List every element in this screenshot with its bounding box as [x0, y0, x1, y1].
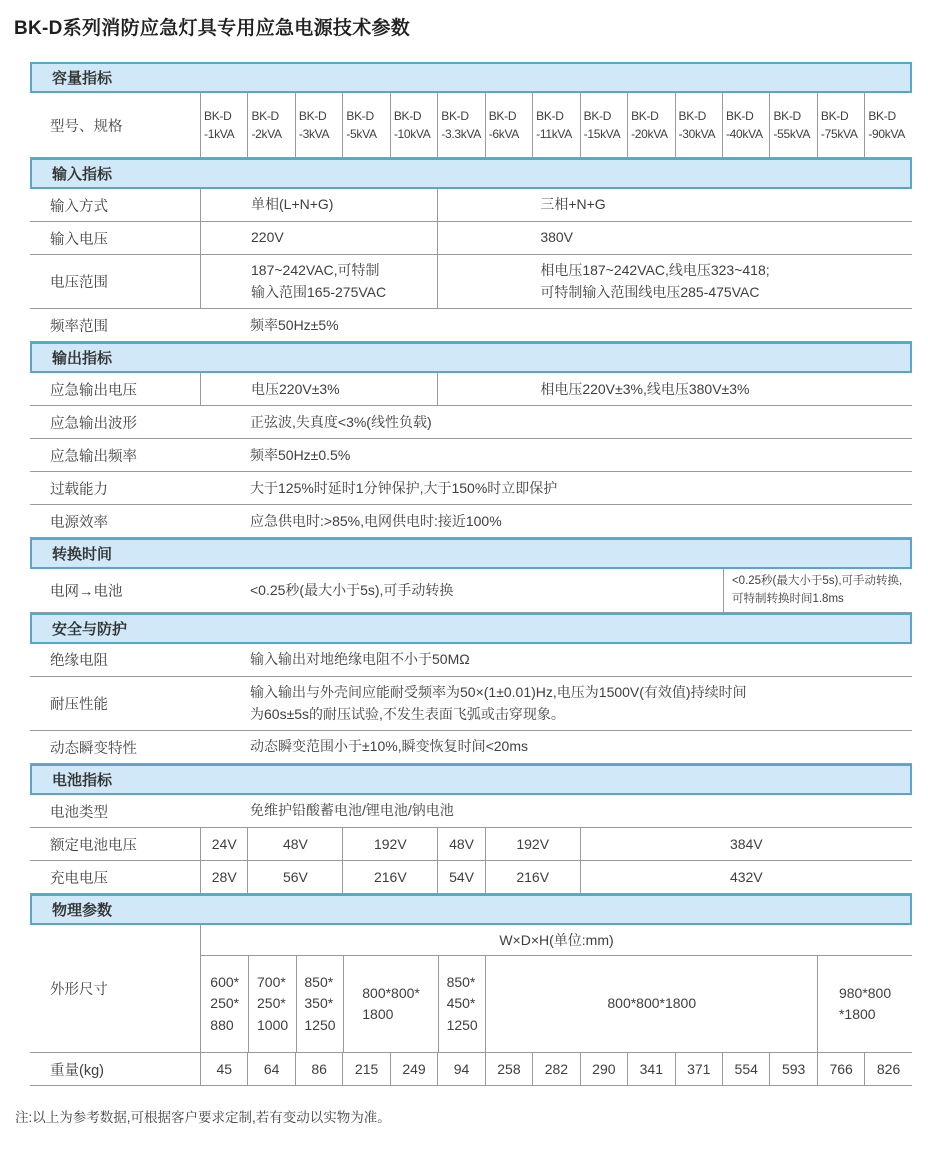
table-row — [30, 505, 912, 538]
row-label: 充电电压 — [50, 870, 108, 887]
table-row — [30, 731, 912, 764]
value-cell: 249 — [390, 1053, 437, 1085]
value-cell: 290 — [580, 1053, 627, 1085]
value-cell: 282 — [532, 1053, 579, 1085]
value-cell: 258 — [485, 1053, 532, 1085]
row-label: 型号、规格 — [50, 118, 123, 135]
footnote: 注:以上为参考数据,可根据客户要求定制,若有变动以实物为准。 — [15, 1110, 391, 1126]
row-cells — [200, 222, 912, 254]
row-label: 电池类型 — [50, 804, 108, 821]
model-cell: BK-D -15kVA — [580, 93, 627, 157]
model-cell: BK-D -6kVA — [485, 93, 532, 157]
dimension-unit-header: W×D×H(单位:mm) — [201, 925, 912, 956]
row-cells — [200, 255, 912, 308]
row-label: 过载能力 — [50, 481, 108, 498]
cell-three-phase: 380V — [437, 222, 912, 254]
cell-three-phase: 相电压187~242VAC,线电压323~418; 可特制输入范围线电压285-475VAC — [437, 255, 912, 308]
value-cell: 826 — [864, 1053, 911, 1085]
row-label: 重量(kg) — [50, 1062, 104, 1079]
table-row — [30, 222, 912, 255]
value-cell: 192V — [485, 828, 580, 860]
row-cells — [200, 189, 912, 221]
section-header: 容量指标 — [30, 62, 912, 93]
row-label: 输入方式 — [50, 198, 108, 215]
row-cells — [200, 373, 912, 405]
table-row — [30, 569, 912, 613]
row-value: 免维护铅酸蓄电池/锂电池/钠电池 — [250, 802, 454, 819]
cell-single-phase: 220V — [200, 222, 437, 254]
value-cell: 48V — [437, 828, 484, 860]
value-cell: 341 — [627, 1053, 674, 1085]
dimension-cell: 800*800*1800 — [485, 956, 817, 1052]
row-label: 频率范围 — [50, 318, 108, 335]
section-header: 转换时间 — [30, 538, 912, 569]
model-cell: BK-D -90kVA — [864, 93, 911, 157]
row-cells — [200, 1053, 912, 1085]
dimension-cell: 700* 250* 1000 — [248, 956, 295, 1052]
table-row — [30, 406, 912, 439]
value-cell: 216V — [342, 861, 437, 893]
value-cell: 216V — [485, 861, 580, 893]
value-cell: 64 — [247, 1053, 294, 1085]
value-cell: 192V — [342, 828, 437, 860]
row-label: 额定电池电压 — [50, 837, 137, 854]
row-value: 大于125%时延时1分钟保护,大于150%时立即保护 — [250, 479, 558, 496]
model-cell: BK-D -5kVA — [342, 93, 389, 157]
row-label: 电压范围 — [50, 275, 108, 292]
cell-three-phase: 三相+N+G — [437, 189, 912, 221]
cell-three-phase: 相电压220V±3%,线电压380V±3% — [437, 373, 912, 405]
cell-single-phase: 单相(L+N+G) — [200, 189, 437, 221]
value-cell: 371 — [675, 1053, 722, 1085]
section-header: 输出指标 — [30, 342, 912, 373]
table-row — [30, 189, 912, 222]
model-cell: BK-D -3.3kVA — [437, 93, 484, 157]
row-value: 频率50Hz±0.5% — [250, 446, 351, 463]
spec-table — [30, 62, 912, 1086]
table-row — [30, 472, 912, 505]
value-cell: 86 — [295, 1053, 342, 1085]
table-row — [30, 861, 912, 894]
value-cell: 48V — [247, 828, 342, 860]
table-row — [30, 828, 912, 861]
model-cell: BK-D -10kVA — [390, 93, 437, 157]
value-cell: 766 — [817, 1053, 864, 1085]
dimension-cell: 600* 250* 880 — [210, 973, 240, 1034]
row-value: 动态瞬变范围小于±10%,瞬变恢复时间<20ms — [250, 738, 529, 755]
value-cell: 24V — [200, 828, 247, 860]
row-value: 正弦波,失真度<3%(线性负载) — [250, 413, 432, 430]
value-cell: 45 — [200, 1053, 247, 1085]
row-label: 动态瞬变特性 — [50, 740, 137, 757]
table-row — [30, 439, 912, 472]
transfer-time-side-note: <0.25秒(最大小于5s),可手动转换, 可特制转换时间1.8ms — [723, 569, 912, 612]
value-cell: 28V — [200, 861, 247, 893]
model-cell: BK-D -40kVA — [722, 93, 769, 157]
dimension-cell: 850* 350* 1250 — [296, 956, 343, 1052]
table-row — [30, 795, 912, 828]
table-row — [30, 255, 912, 309]
dimension-cell: 850* 450* 1250 — [438, 956, 485, 1052]
row-value: 频率50Hz±5% — [250, 316, 339, 333]
section-header: 输入指标 — [30, 158, 912, 189]
row-cells — [200, 828, 912, 860]
row-label: 电网→电池 — [50, 584, 123, 601]
row-value: 输入输出与外壳间应能耐受频率为50×(1±0.01)Hz,电压为1500V(有效值)持续时间 为60s±5s的耐压试验,不发生表面飞弧或击穿现象。 — [250, 683, 747, 722]
row-label: 输入电压 — [50, 231, 108, 248]
model-cell: BK-D -55kVA — [769, 93, 816, 157]
table-row — [30, 373, 912, 406]
row-cells — [200, 93, 912, 157]
table-row — [30, 309, 912, 342]
row-label: 电源效率 — [50, 514, 108, 531]
dimension-cells — [201, 956, 912, 1052]
model-cell: BK-D -3kVA — [295, 93, 342, 157]
row-label: 应急输出电压 — [50, 382, 137, 399]
table-row — [30, 644, 912, 677]
value-cell: 432V — [580, 861, 912, 893]
section-header: 物理参数 — [30, 894, 912, 925]
model-cell: BK-D -75kVA — [817, 93, 864, 157]
model-cell: BK-D -30kVA — [675, 93, 722, 157]
page-title: BK-D系列消防应急灯具专用应急电源技术参数 — [14, 18, 411, 39]
row-cells — [200, 861, 912, 893]
row-label: 耐压性能 — [50, 697, 108, 714]
model-cell: BK-D -2kVA — [247, 93, 294, 157]
dimension-cell: 800*800* 1800 — [343, 956, 438, 1052]
row-value: 输入输出对地绝缘电阻不小于50MΩ — [250, 651, 470, 668]
table-row — [30, 93, 912, 158]
section-header: 安全与防护 — [30, 613, 912, 644]
row-label: 外形尺寸 — [50, 982, 108, 999]
physical-block — [200, 925, 912, 1052]
value-cell: 554 — [722, 1053, 769, 1085]
cell-single-phase: 电压220V±3% — [200, 373, 437, 405]
cell-single-phase: 187~242VAC,可特制 输入范围165-275VAC — [200, 255, 437, 308]
value-cell: 215 — [342, 1053, 389, 1085]
transfer-time-main: <0.25秒(最大小于5s),可手动转换 — [250, 582, 454, 599]
row-value: 应急供电时:>85%,电网供电时:接近100% — [250, 512, 502, 529]
table-row — [30, 677, 912, 731]
table-row — [30, 1053, 912, 1086]
table-row — [30, 925, 912, 1053]
model-cell: BK-D -11kVA — [532, 93, 579, 157]
value-cell: 54V — [437, 861, 484, 893]
model-cell: BK-D -20kVA — [627, 93, 674, 157]
row-label: 应急输出波形 — [50, 415, 137, 432]
dimension-cell: 980*800 *1800 — [817, 956, 912, 1052]
value-cell: 94 — [437, 1053, 484, 1085]
page — [0, 13, 928, 1126]
section-header: 电池指标 — [30, 764, 912, 795]
model-cell: BK-D -1kVA — [200, 93, 247, 157]
value-cell: 384V — [580, 828, 912, 860]
row-label: 绝缘电阻 — [50, 653, 108, 670]
value-cell: 593 — [769, 1053, 816, 1085]
value-cell: 56V — [247, 861, 342, 893]
row-label: 应急输出频率 — [50, 448, 137, 465]
row-cells — [200, 569, 912, 612]
